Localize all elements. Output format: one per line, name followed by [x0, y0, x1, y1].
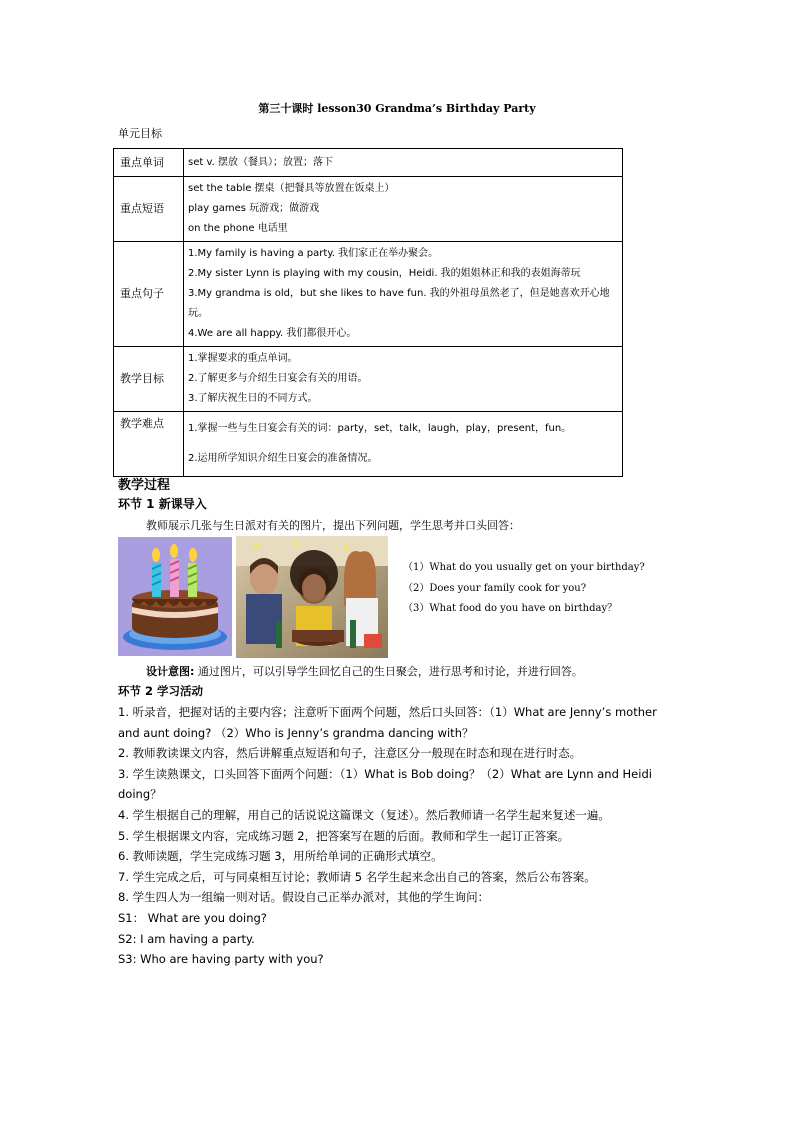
- cell-line: 3.My grandma is old，but she likes to have fun. 我的外祖母虽然老了，但是她喜欢开心地玩。: [188, 288, 610, 319]
- cell-line: set v. 摆放（餐具）；放置；落下: [188, 156, 333, 168]
- table-row: [114, 347, 623, 412]
- activity-item: 8. 学生四人为一组编一则对话。假设自己正举办派对，其他的学生询问：: [118, 890, 490, 905]
- unit-goal-label: 单元目标: [118, 127, 162, 140]
- activity-item: 6. 教师读题，学生完成练习题 3，用所给单词的正确形式填空。: [118, 849, 443, 864]
- row-head: 重点单词: [114, 149, 184, 177]
- activity-item: 5. 学生根据课文内容，完成练习题 2，把答案写在题的后面。教师和学生一起订正答案。: [118, 828, 570, 843]
- row-head: 教学目标: [114, 347, 184, 412]
- row-head: 重点句子: [114, 242, 184, 347]
- process-title: 教学过程: [118, 478, 171, 493]
- cell-line: set the table 摆桌（把餐具等放置在饭桌上）: [188, 183, 395, 194]
- page-title: 第三十课时 lesson30 Grandma’s Birthday Party: [258, 102, 536, 115]
- activities-list: [118, 702, 678, 970]
- cell-line: play games 玩游戏；做游戏: [188, 203, 320, 214]
- cell-line: 3.了解庆祝生日的不同方式。: [188, 393, 318, 404]
- row-head: 重点短语: [114, 177, 184, 242]
- cake-icon: [118, 537, 232, 656]
- row-head: 教学难点: [114, 412, 184, 477]
- cell-line: 1.掌握一些与生日宴会有关的词：party，set，talk，laugh，play，present，fun。: [188, 423, 572, 434]
- cell-line: 2.My sister Lynn is playing with my cousin，Heidi. 我的姐姐林正和我的表姐海蒂玩: [188, 268, 581, 279]
- cell-line: 1.掌握要求的重点单词。: [188, 353, 298, 364]
- activity-item: 2. 教师教读课文内容，然后讲解重点短语和句子，注意区分一般现在时态和现在进行时态。: [118, 746, 582, 761]
- activity-item: 3. 学生读熟课文，口头回答下面两个问题：（1）What is Bob doing？（2）What are Lynn and Heidi doing？: [118, 766, 652, 802]
- question-item: （2）Does your family cook for you?: [403, 582, 587, 594]
- step2-title: 环节 2 学习活动: [118, 684, 204, 698]
- row-content: [184, 177, 623, 242]
- question-item: （3）What food do you have on birthday？: [403, 603, 618, 614]
- activity-item: 1. 听录音，把握对话的主要内容；注意听下面两个问题，然后口头回答：（1）What are Jenny’s mother and aunt doing? （2）Who is Jenny’s grandma dancing with？: [118, 705, 657, 740]
- step1-title: 环节 1 新课导入: [118, 497, 207, 511]
- party-photo: [236, 536, 388, 658]
- design-label: 设计意图:: [146, 665, 195, 678]
- row-content: [184, 347, 623, 412]
- questions-list: [403, 558, 645, 620]
- cell-line: 2.了解更多与介绍生日宴会有关的用语。: [188, 373, 368, 384]
- birthday-cake-image: [118, 537, 232, 656]
- objectives-table: [113, 148, 623, 477]
- activity-item: S3: Who are having party with you?: [118, 952, 324, 967]
- cell-line: 1.My family is having a party. 我们家正在举办聚会。: [188, 248, 439, 259]
- table-row: [114, 242, 623, 347]
- party-icon: [236, 536, 388, 658]
- cell-line: 2.运用所学知识介绍生日宴会的准备情况。: [188, 453, 378, 464]
- design-text: 通过图片，可以引导学生回忆自己的生日聚会，进行思考和讨论，并进行回答。: [197, 665, 583, 678]
- activity-item: 4. 学生根据自己的理解，用自己的话说说这篇课文（复述）。然后教师请一名学生起来复述一遍。: [118, 807, 610, 822]
- activity-item: 7. 学生完成之后，可与同桌相互讨论；教师请 5 名学生起来念出自己的答案，然后公布答案。: [118, 869, 596, 884]
- design-intent: [146, 663, 583, 679]
- table-row: [114, 149, 623, 177]
- question-item: （1）What do you usually get on your birthday?: [403, 562, 645, 573]
- activity-item: S1： What are you doing?: [118, 910, 267, 925]
- row-content: [184, 149, 623, 177]
- table-row: [114, 412, 623, 477]
- row-content: [184, 242, 623, 347]
- cell-line: 4.We are all happy. 我们都很开心。: [188, 328, 357, 339]
- step1-intro: 教师展示几张与生日派对有关的图片，提出下列问题，学生思考并口头回答：: [146, 519, 520, 532]
- row-content: [184, 412, 623, 477]
- cell-line: on the phone 电话里: [188, 223, 288, 234]
- activity-item: S2: I am having a party.: [118, 931, 255, 946]
- table-row: [114, 177, 623, 242]
